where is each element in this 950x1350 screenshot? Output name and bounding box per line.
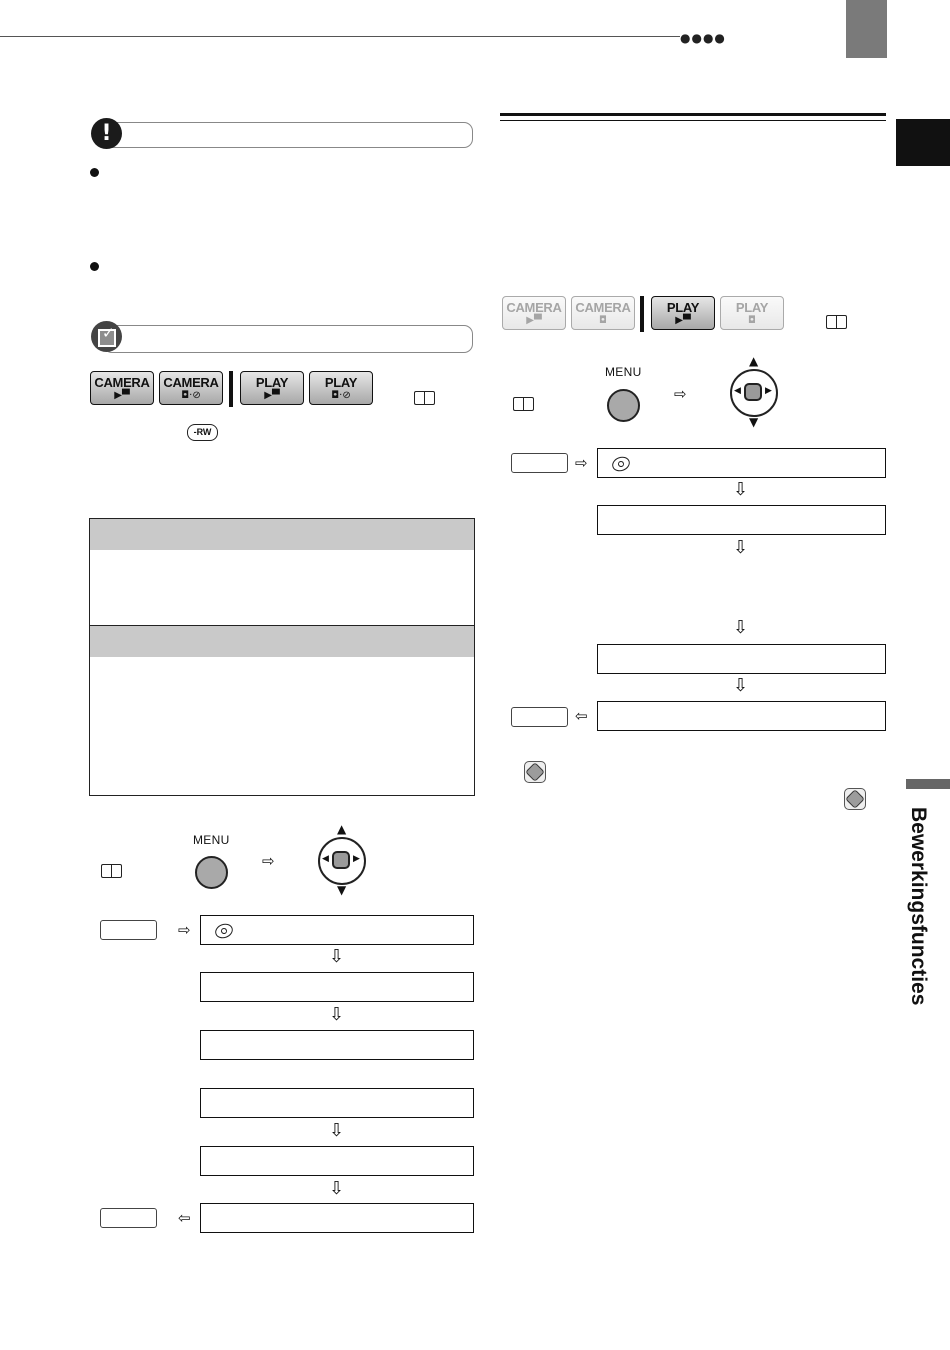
arrow-left-icon: ⇦	[575, 707, 588, 725]
menu-label: MENU	[193, 833, 230, 847]
disc-icon	[213, 921, 235, 940]
flow-step-2	[200, 972, 474, 1002]
menu-label: MENU	[605, 365, 642, 379]
joystick-icon: ▲ ▼ ◀ ▶	[318, 837, 366, 885]
mode-play-movie: PLAY ▶▀	[240, 371, 304, 405]
arrow-down-icon: ⇩	[733, 537, 749, 558]
flow-step-3	[597, 644, 886, 674]
arrow-right-icon: ⇨	[178, 921, 191, 939]
bullet-2	[90, 262, 99, 271]
mode-camera-photo-dim: CAMERA ◘	[571, 296, 635, 330]
arrow-left-icon: ⇦	[178, 1209, 191, 1227]
disc-icon	[610, 454, 632, 473]
flow-step-3	[200, 1030, 474, 1060]
mode-separator	[640, 296, 644, 332]
flow-step-1	[200, 915, 474, 945]
func-button-start	[100, 920, 157, 940]
arrow-right-icon: ⇨	[262, 852, 275, 870]
section-title: Bewerkingsfuncties	[907, 807, 930, 1006]
book-reference-icon	[826, 313, 848, 329]
chapter-tab	[896, 119, 950, 166]
flow-step-2	[597, 505, 886, 535]
info-table	[89, 518, 475, 796]
flow-step-1	[597, 448, 886, 478]
arrow-down-icon: ⇩	[733, 675, 749, 696]
section-rule-thin	[500, 120, 886, 121]
arrow-down-icon: ⇩	[329, 1120, 345, 1141]
checklist-icon: ✓	[91, 321, 122, 352]
bullet-1	[90, 168, 99, 177]
header-rule	[0, 36, 680, 37]
func-button-end	[511, 707, 568, 727]
mode-separator	[229, 371, 233, 407]
arrow-right-icon: ⇨	[575, 454, 588, 472]
caution-bar	[103, 122, 473, 148]
arrow-down-icon: ⇩	[733, 479, 749, 500]
flow-step-6	[200, 1203, 474, 1233]
book-reference-icon-2	[101, 862, 123, 878]
flow-step-5	[200, 1146, 474, 1176]
mode-play-photo-dim: PLAY ◘	[720, 296, 784, 330]
arrow-right-icon: ⇨	[674, 385, 687, 403]
header-dots: ●●●●	[680, 31, 726, 45]
menu-button	[195, 856, 228, 889]
joystick-icon: ▲ ▼ ◀ ▶	[730, 369, 778, 417]
set-button-icon	[524, 761, 546, 783]
arrow-down-icon: ⇩	[329, 1178, 345, 1199]
mode-camera-photo: CAMERA ◘·⊘	[159, 371, 223, 405]
flow-step-4	[200, 1088, 474, 1118]
menu-button	[607, 389, 640, 422]
func-button-end	[100, 1208, 157, 1228]
table-header-2	[90, 626, 474, 657]
mode-camera-movie-dim: CAMERA ▶▀	[502, 296, 566, 330]
set-button-icon	[844, 788, 866, 810]
mode-camera-movie: CAMERA ▶▀	[90, 371, 154, 405]
warning-icon: !	[91, 118, 122, 149]
dvd-rw-icon: -RW	[187, 424, 218, 441]
arrow-down-icon: ⇩	[329, 1004, 345, 1025]
section-rule-thick	[500, 113, 886, 116]
flow-step-4	[597, 701, 886, 731]
book-reference-icon	[414, 389, 436, 405]
section-tab-bar	[906, 779, 950, 789]
mode-play-movie-active: PLAY ▶▀	[651, 296, 715, 330]
arrow-down-icon: ⇩	[733, 617, 749, 638]
arrow-down-icon: ⇩	[329, 946, 345, 967]
func-button-start	[511, 453, 568, 473]
book-reference-icon-2	[513, 395, 535, 411]
corner-tab	[846, 0, 887, 58]
mode-play-photo: PLAY ◘·⊘	[309, 371, 373, 405]
info-bar	[103, 325, 473, 353]
table-header-1	[90, 519, 474, 550]
